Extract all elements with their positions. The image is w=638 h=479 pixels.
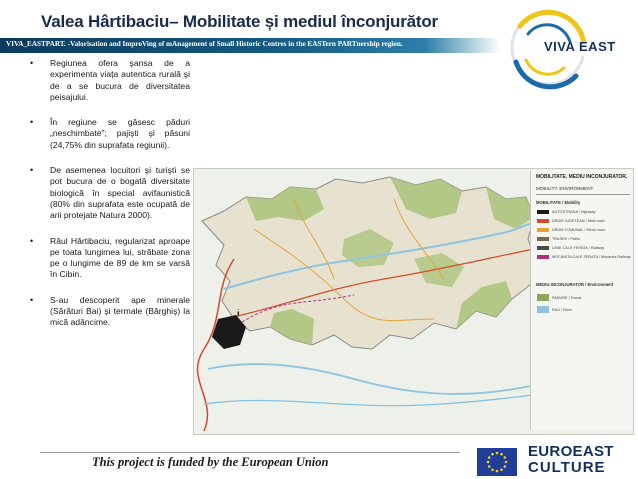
euroeast-brand: EUROEAST <box>528 443 614 460</box>
map-legend <box>530 170 633 430</box>
legend-title: MOBILITATE. MEDIU INCONJURATOR. <box>536 174 628 180</box>
viva-east-logo <box>498 6 630 90</box>
legend-label: MOCANITA CALE FERATA / Mocanita Railway <box>552 255 631 259</box>
legend-item <box>537 294 581 301</box>
footer-divider <box>40 452 460 453</box>
bullet-marker: • <box>30 165 34 176</box>
bullet-text: S-au descoperit ape minerale (Sărături Bai) şi termale (Bârghiş) la mică adâncime. <box>50 294 190 328</box>
legend-label: PADURE / Forest <box>552 295 582 300</box>
list-item <box>30 236 190 281</box>
legend-label: RAU / River <box>552 307 573 312</box>
legend-swatch <box>537 255 549 259</box>
banner-text: VIVA_EASTPART. -Valorisation and ImproVing of mAnagement of Small Historic Centres in the EASTern PARTnership region. <box>6 40 403 48</box>
bullet-marker: • <box>30 117 34 128</box>
culture-brand: CULTURE <box>528 459 606 476</box>
legend-label: AUTOSTRADA / Highway <box>552 210 596 214</box>
bullet-text: Râul Hârtibaciu, regularizat aproape pe toata lungimea lui, străbate zona pe o lungime de 89 de km se varsă în Cibin. <box>50 235 190 280</box>
bullet-text: De asemenea locuitori şi turişti se pot bucura de o bogată diversitate biologică în special avifaunistică (80% din suprafata este ocupată de arii protejate Natura 2000). <box>50 165 190 221</box>
legend-item <box>537 255 631 259</box>
logo-text: VIVA EAST <box>544 39 616 54</box>
legend-label: TRASEE / Paths <box>552 237 581 241</box>
project-banner <box>0 38 500 53</box>
legend-label: DRUM COMUNAL / Minor road <box>552 228 605 232</box>
funding-statement: This project is funded by the European Union <box>92 455 329 469</box>
legend-label: LINIE CALE FERATA / Railway <box>552 246 605 250</box>
list-item <box>30 117 190 151</box>
legend-swatch <box>537 237 549 241</box>
legend-swatch <box>537 294 549 301</box>
legend-item <box>537 210 595 214</box>
legend-mobility-heading: MOBILITATE / Mobility <box>536 200 581 205</box>
legend-swatch <box>537 306 549 313</box>
legend-item <box>537 228 605 232</box>
bullet-marker: • <box>30 235 34 246</box>
legend-swatch <box>537 228 549 232</box>
page-title: Valea Hârtibaciu– Mobilitate și mediul înconjurător <box>41 12 438 31</box>
bullet-text: Regiunea ofera șansa de a experimenta viața autentica rurală şi de a se bucura de diversitatea peisajului. <box>50 58 190 102</box>
legend-label: DRUM JUDETEAN / Main road <box>552 219 605 223</box>
info-bullet-list <box>30 58 190 343</box>
bullet-marker: • <box>30 58 34 68</box>
legend-swatch <box>537 210 549 214</box>
legend-swatch <box>537 246 549 250</box>
legend-environment-heading: MEDIU INCONJURATOR / Environment <box>536 282 614 287</box>
bullet-text: În regiune se găsesc păduri „neschimbate”; pajişti şi păsuni (24,75% din suprafata regiunii). <box>50 117 190 150</box>
legend-item <box>537 246 604 250</box>
list-item <box>30 165 190 221</box>
eu-flag-icon <box>477 448 517 476</box>
legend-item <box>537 237 580 241</box>
legend-subtitle: MOBILITY. ENVIRONMENT. <box>536 186 630 195</box>
bullet-marker: • <box>30 294 34 305</box>
legend-item <box>537 306 572 313</box>
legend-item <box>537 219 605 223</box>
legend-swatch <box>537 219 549 223</box>
list-item <box>30 295 190 329</box>
list-item <box>30 58 190 103</box>
